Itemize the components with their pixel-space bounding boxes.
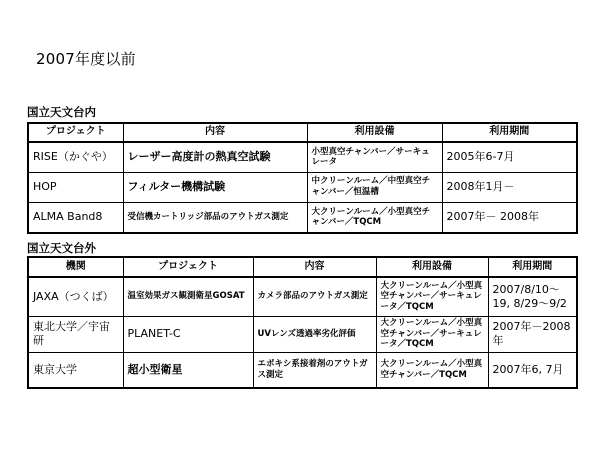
project-cell: ALMA Band8 <box>28 202 123 233</box>
section-heading-external: 国立天文台外 <box>27 241 96 255</box>
table-row <box>28 172 577 202</box>
org-cell: 東京大学 <box>28 352 123 388</box>
period-cell: 2007年－2008年 <box>488 316 577 352</box>
period-cell: 2007年6, 7月 <box>488 352 577 388</box>
content-cell: エポキシ系接着剤のアウトガス測定 <box>253 352 376 388</box>
column-header-period: 利用期間 <box>442 123 577 142</box>
column-header-equipment: 利用設備 <box>376 257 488 277</box>
equipment-cell: 小型真空チャンバー／サーキュレータ <box>307 142 442 172</box>
page-title: 2007年度以前 <box>36 50 136 68</box>
column-header-org: 機関 <box>28 257 123 277</box>
table-row <box>28 142 577 172</box>
project-cell: HOP <box>28 172 123 202</box>
table-row <box>28 277 577 316</box>
org-cell: JAXA（つくば） <box>28 277 123 316</box>
period-cell: 2008年1月－ <box>442 172 577 202</box>
column-header-project: プロジェクト <box>28 123 123 142</box>
equipment-cell: 大クリーンルーム／小型真空チャンバー／TQCM <box>307 202 442 233</box>
content-cell: UVレンズ透過率劣化評価 <box>253 316 376 352</box>
project-cell: 超小型衛星 <box>123 352 253 388</box>
internal-projects-table <box>27 122 578 234</box>
section-heading-internal: 国立天文台内 <box>27 105 96 119</box>
equipment-cell: 中クリーンルーム／中型真空チャンバー／恒温槽 <box>307 172 442 202</box>
content-cell: フィルター機構試験 <box>123 172 307 202</box>
project-cell: PLANET-C <box>123 316 253 352</box>
equipment-cell: 大クリーンルーム／小型真空チャンバー／TQCM <box>376 352 488 388</box>
column-header-equipment: 利用設備 <box>307 123 442 142</box>
project-cell: RISE（かぐや） <box>28 142 123 172</box>
period-cell: 2007年－ 2008年 <box>442 202 577 233</box>
column-header-period: 利用期間 <box>488 257 577 277</box>
table-row <box>28 352 577 388</box>
content-cell: レーザー高度計の熱真空試験 <box>123 142 307 172</box>
table-row <box>28 202 577 233</box>
column-header-content: 内容 <box>253 257 376 277</box>
period-cell: 2007/8/10～19, 8/29～9/2 <box>488 277 577 316</box>
column-header-content: 内容 <box>123 123 307 142</box>
equipment-cell: 大クリーンルーム／小型真空チャンバー／サーキュレータ／TQCM <box>376 277 488 316</box>
table-row <box>28 316 577 352</box>
period-cell: 2005年6-7月 <box>442 142 577 172</box>
org-cell: 東北大学／宇宙研 <box>28 316 123 352</box>
equipment-cell: 大クリーンルーム／小型真空チャンバー／サーキュレータ／TQCM <box>376 316 488 352</box>
column-header-project: プロジェクト <box>123 257 253 277</box>
table-header-row <box>28 123 577 142</box>
content-cell: 受信機カートリッジ部品のアウトガス測定 <box>123 202 307 233</box>
content-cell: カメラ部品のアウトガス測定 <box>253 277 376 316</box>
project-cell: 温室効果ガス観測衛星GOSAT <box>123 277 253 316</box>
external-projects-table <box>27 256 578 389</box>
table-header-row <box>28 257 577 277</box>
